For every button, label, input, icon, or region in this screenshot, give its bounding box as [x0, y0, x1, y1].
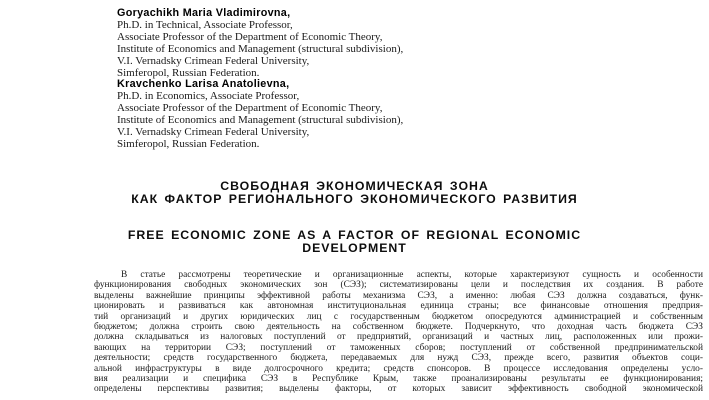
author-2-university: V.I. Vernadsky Crimean Federal University, — [117, 126, 310, 139]
title-ru-line2: КАК ФАКТОР РЕГИОНАЛЬНОГО ЭКОНОМИЧЕСКОГО РАЗВИТИЯ — [131, 192, 578, 206]
authors-block — [117, 8, 403, 151]
title-en-line1: FREE ECONOMIC ZONE AS A FACTOR OF REGIONAL ECONOMIC — [127, 228, 582, 242]
author-2-position: Associate Professor of the Department of Economic Theory, — [117, 102, 383, 115]
abstract-line: ционировать и развиваться как автономная институциональная единица страны; все финансовые отношения предприя- — [94, 301, 703, 312]
author-2-name: Kravchenko Larisa Anatolievna, — [117, 78, 290, 91]
author-1-degree: Ph.D. in Technical, Associate Professor, — [117, 18, 293, 31]
author-2-city: Simferopol, Russian Federation. — [117, 137, 260, 150]
abstract-line: определены перспективы развития; выделены факторы, от которых зависит эффективность свободной экономической — [94, 384, 703, 395]
abstract-paragraph — [94, 270, 703, 395]
author-2 — [117, 79, 403, 150]
abstract-line: вия реализации и специфика СЭЗ в Республике Крым, также проанализированы результаты ее функционирования; — [94, 374, 703, 385]
article-title-english — [0, 229, 709, 255]
abstract-line: альной инфраструктуры в виде долгосрочного кредита; средств спонсоров. В процессе исследования определены усло- — [94, 363, 703, 374]
abstract-line: вающих на территории СЭЗ; поступлений от таможенных сборов; поступлений от собственной предпринимательской — [94, 342, 703, 353]
abstract-line: функционирования свободных экономических зон (СЭЗ); систематизированы цели и последствия их создания. В работе — [94, 280, 703, 291]
article-title-russian — [0, 180, 709, 206]
author-2-degree: Ph.D. in Economics, Associate Professor, — [117, 90, 300, 103]
author-1-university: V.I. Vernadsky Crimean Federal University, — [117, 54, 310, 67]
title-ru-line1: СВОБОДНАЯ ЭКОНОМИЧЕСКАЯ ЗОНА — [220, 179, 489, 193]
abstract-line: выделены важнейшие принципы эффективной работы механизма СЭЗ, а именно: любая СЭЗ должна создаваться, функ- — [94, 290, 703, 301]
abstract-line: деятельности; средств государственного бюджета, передаваемых для нужд СЭЗ, прежде всего, развития объектов соци- — [94, 353, 703, 364]
abstract-line: тий организаций и других юридических лиц с государственным бюджетом опосредуются администрацией и собственным — [94, 311, 703, 322]
author-1-institute: Institute of Economics and Management (structural subdivision), — [117, 42, 404, 55]
abstract-line: бюджетом; должна строить свою деятельность на собственном бюджете. Подчеркнуто, что доходная часть бюджета СЭЗ — [94, 322, 703, 333]
abstract-line: В статье рассмотрены теоретические и организационные аспекты, которые характеризуют сущность и особенности — [121, 270, 703, 280]
author-2-institute: Institute of Economics and Management (structural subdivision), — [117, 114, 404, 127]
abstract-line: должна складываться из налоговых поступлений от предприятий, организаций и частных лиц, расположенных или прожи- — [94, 332, 703, 343]
author-1-city: Simferopol, Russian Federation. — [117, 66, 260, 79]
author-1-position: Associate Professor of the Department of Economic Theory, — [117, 30, 383, 43]
author-1-name: Goryachikh Maria Vladimirovna, — [117, 7, 291, 19]
author-1 — [117, 8, 403, 79]
title-en-line2: DEVELOPMENT — [302, 241, 407, 255]
